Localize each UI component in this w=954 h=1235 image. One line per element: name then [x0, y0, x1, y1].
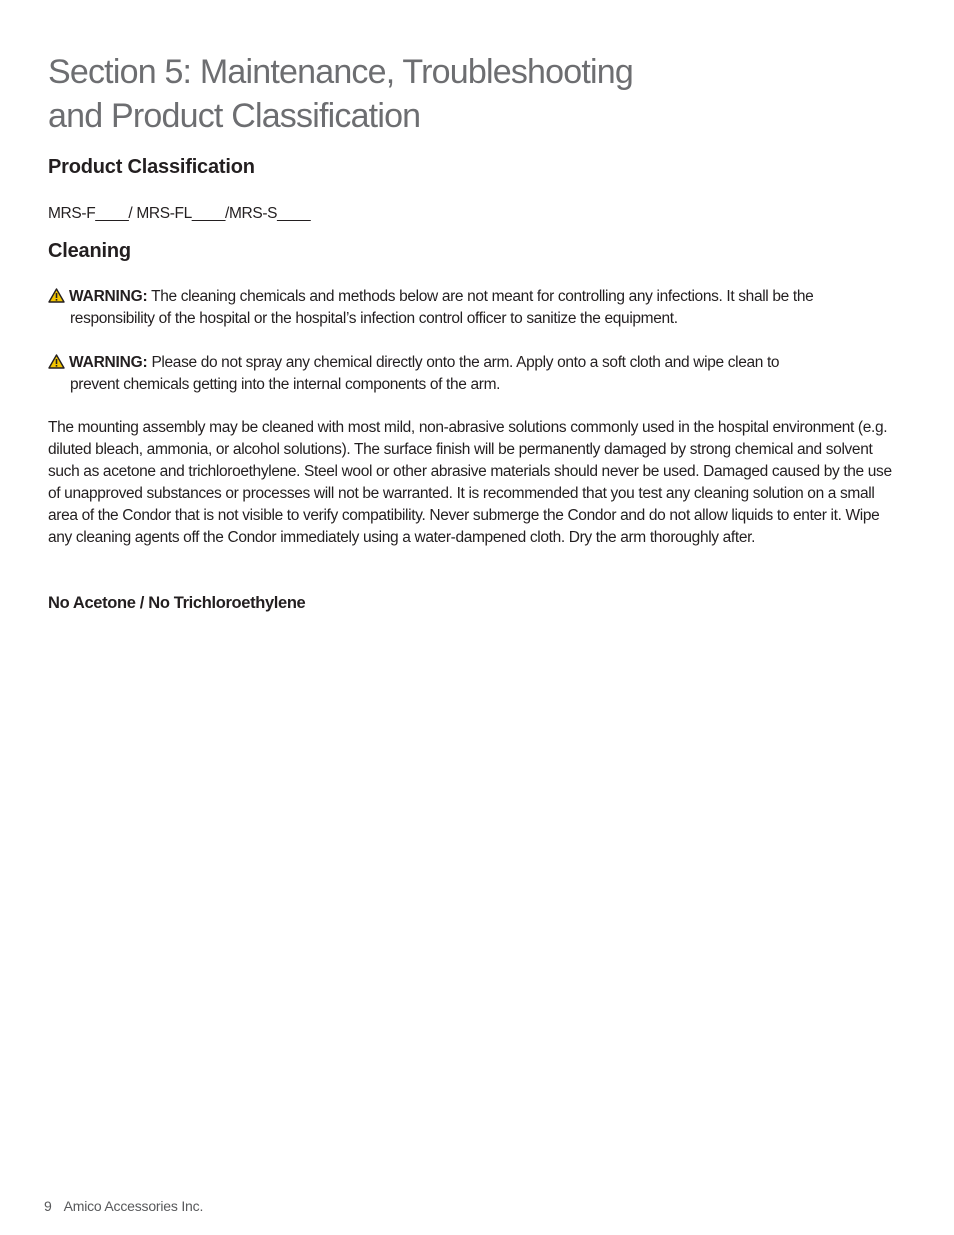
warning-text-continued: responsibility of the hospital or the hospital’s infection control officer to sanitize the equipment.	[70, 310, 678, 327]
no-acetone-notice: No Acetone / No Trichloroethylene	[48, 594, 306, 612]
page-number: 9	[44, 1198, 52, 1214]
warning-label: WARNING:	[69, 288, 148, 305]
warning-triangle-icon	[48, 288, 65, 303]
warning-spray	[48, 352, 908, 396]
model-numbers: MRS-F____/ MRS-FL____/MRS-S____	[48, 205, 311, 222]
warning-text: Please do not spray any chemical directly onto the arm. Apply onto a soft cloth and wipe clean to	[147, 354, 780, 371]
cleaning-heading: Cleaning	[48, 240, 131, 262]
warning-text: The cleaning chemicals and methods below are not meant for controlling any infections. It shall be the	[147, 288, 814, 305]
cleaning-paragraph: The mounting assembly may be cleaned with most mild, non-abrasive solutions commonly used in the hospital environment (e.g. diluted bleach, ammonia, or alcohol solutions). The surface finish will be permanently damaged by strong chemical and solvent such as acetone and trichloroethylene. Steel wool or other abrasive materials should never be used. Damaged caused by the use of unapproved substances or processes will not be warranted. It is recommended that you test any cleaning solution on a small area of the Condor that is not visible to verify compatibility. Never submerge the Condor and do not allow liquids to enter it. Wipe any cleaning agents off the Condor immediately using a water-dampened cloth. Dry the arm thoroughly after.	[48, 419, 892, 546]
warning-text-continued: prevent chemicals getting into the internal components of the arm.	[70, 376, 501, 393]
warning-label: WARNING:	[69, 354, 148, 371]
page-footer	[44, 1196, 203, 1216]
warning-line	[48, 286, 908, 308]
product-classification-heading: Product Classification	[48, 156, 255, 178]
warning-line	[48, 352, 908, 374]
page-title-line2: and Product Classification	[48, 97, 421, 135]
warning-triangle-icon	[48, 354, 65, 369]
page-title	[48, 50, 748, 138]
warning-infection	[48, 286, 908, 330]
page-title-line1: Section 5: Maintenance, Troubleshooting	[48, 53, 633, 91]
company-name: Amico Accessories Inc.	[63, 1198, 204, 1214]
